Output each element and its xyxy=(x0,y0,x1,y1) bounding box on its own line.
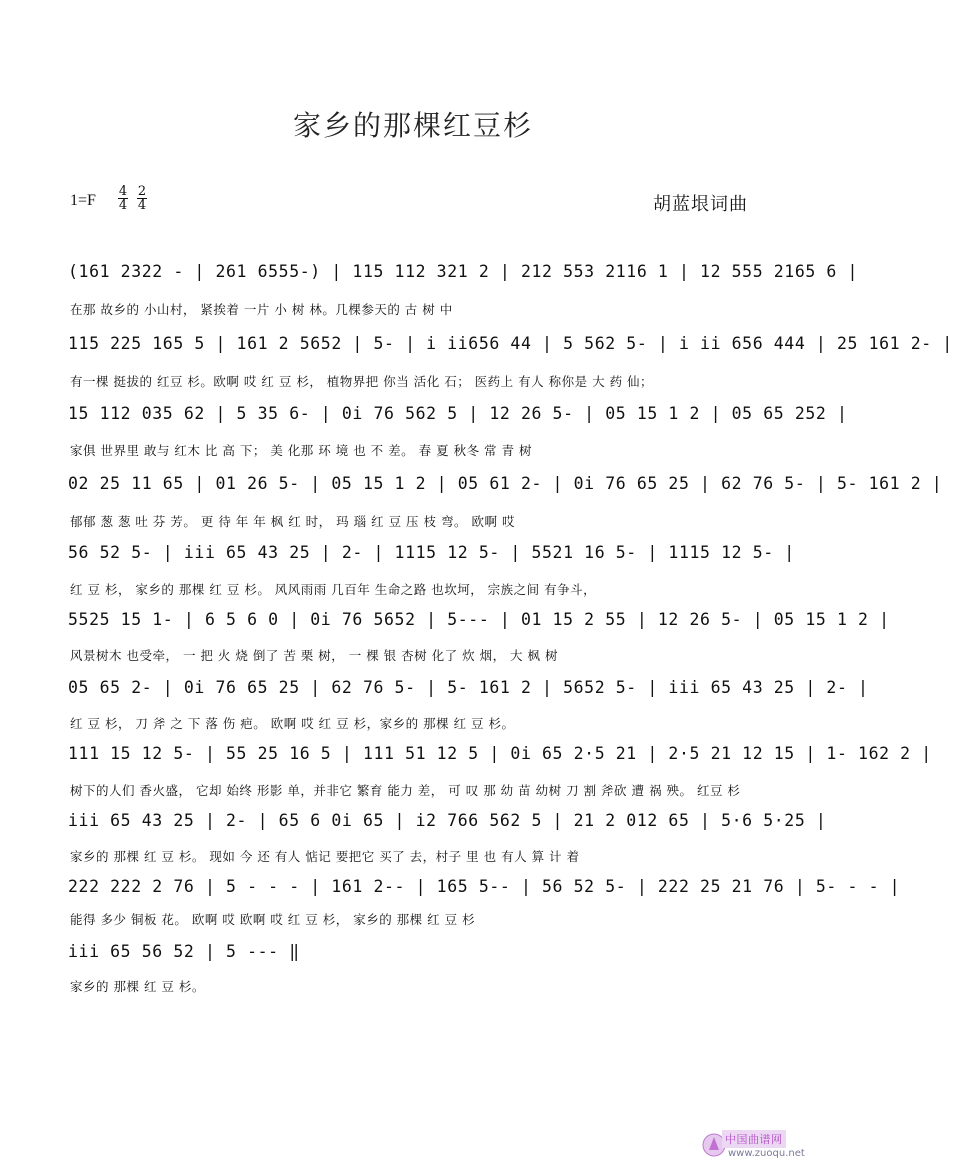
key-signature: 1=F xyxy=(70,192,96,209)
notation-line-7: 05 65 2- | 0i 76 65 25 | 62 76 5- | 5- 161 2 | 5652 5- | iii 65 43 25 | 2- | xyxy=(68,678,869,697)
lyric-line-11: 家乡的 那棵 红 豆 杉。 xyxy=(70,979,205,994)
notation-line-3: 15 112 035 62 | 5 35 6- | 0i 76 562 5 | 12 26 5- | 05 15 1 2 | 05 65 252 | xyxy=(68,404,848,423)
notation-line-8: 111 15 12 5- | 55 25 16 5 | 111 51 12 5 | 0i 65 2·5 21 | 2·5 21 12 15 | 1- 162 2 | xyxy=(68,744,932,763)
notation-line-9: iii 65 43 25 | 2- | 65 6 0i 65 | i2 766 562 5 | 21 2 012 65 | 5·6 5·25 | xyxy=(68,811,827,830)
lyric-line-1: 在那 故乡的 小山村， 紧挨着 一片 小 树 林。几棵参天的 古 树 中 xyxy=(70,302,453,317)
lyric-line-9: 家乡的 那棵 红 豆 杉。 现如 今 还 有人 惦记 要把它 买了 去，村子 里 也 有人 算 计 着 xyxy=(70,849,580,864)
notation-line-5: 56 52 5- | iii 65 43 25 | 2- | 1115 12 5- | 5521 16 5- | 1115 12 5- | xyxy=(68,543,795,562)
notation-line-10: 222 222 2 76 | 5 - - - | 161 2-- | 165 5-- | 56 52 5- | 222 25 21 76 | 5- - - | xyxy=(68,877,901,896)
watermark-url: www.zuoqu.net xyxy=(728,1148,805,1159)
lyric-line-5: 红 豆 杉， 家乡的 那棵 红 豆 杉。 风风雨雨 几百年 生命之路 也坎坷， 宗族之间 有争斗， xyxy=(70,582,597,597)
time-signature-4-4: 4 4 xyxy=(118,184,128,213)
notation-line-4: 02 25 11 65 | 01 26 5- | 05 15 1 2 | 05 61 2- | 0i 76 65 25 | 62 76 5- | 5- 161 2 | xyxy=(68,474,943,493)
notation-line-1: (161 2322 - | 261 6555-) | 115 112 321 2 | 212 553 2116 1 | 12 555 2165 6 | xyxy=(68,262,859,281)
time-signature-2-4: 2 4 xyxy=(137,184,147,213)
lyric-line-7: 红 豆 杉， 刀 斧 之 下 落 伤 疤。 欧啊 哎 红 豆 杉，家乡的 那棵 红 豆 杉。 xyxy=(70,716,515,731)
composer-credit: 胡蓝垠词曲 xyxy=(653,194,748,215)
lyric-line-4: 郁郁 葱 葱 吐 芬 芳。 更 待 年 年 枫 红 时， 玛 瑙 红 豆 压 枝 弯。 欧啊 哎 xyxy=(70,514,515,529)
lyric-line-2: 有一棵 挺拔的 红豆 杉。欧啊 哎 红 豆 杉， 植物界把 你当 活化 石； 医药上 有人 称你是 大 药 仙； xyxy=(70,374,654,389)
lyric-line-3: 家俱 世界里 敢与 红木 比 高 下； 美 化那 环 境 也 不 差。 春 夏 秋冬 常 青 树 xyxy=(70,443,532,458)
lyric-line-6: 风景树木 也受牵， 一 把 火 烧 倒了 苦 栗 树， 一 棵 银 杏树 化了 炊 烟， 大 枫 树 xyxy=(70,648,558,663)
notation-line-6: 5525 15 1- | 6 5 6 0 | 0i 76 5652 | 5--- | 01 15 2 55 | 12 26 5- | 05 15 1 2 | xyxy=(68,610,890,629)
notation-line-11: iii 65 56 52 | 5 --- ‖ xyxy=(68,942,300,961)
lyric-line-8: 树下的人们 香火盛， 它却 始终 形影 单，并非它 繁育 能力 差， 可 叹 那 幼 苗 幼树 刀 割 斧砍 遭 祸 殃。 红豆 杉 xyxy=(70,783,741,798)
notation-line-2: 115 225 165 5 | 161 2 5652 | 5- | i ii656 44 | 5 562 5- | i ii 656 444 | 25 161 2- | xyxy=(68,334,953,353)
watermark-site-name: 中国曲谱网 xyxy=(722,1130,786,1148)
lyric-line-10: 能得 多少 铜板 花。 欧啊 哎 欧啊 哎 红 豆 杉， 家乡的 那棵 红 豆 杉 xyxy=(70,912,476,927)
song-title: 家乡的那棵红豆杉 xyxy=(292,109,533,142)
